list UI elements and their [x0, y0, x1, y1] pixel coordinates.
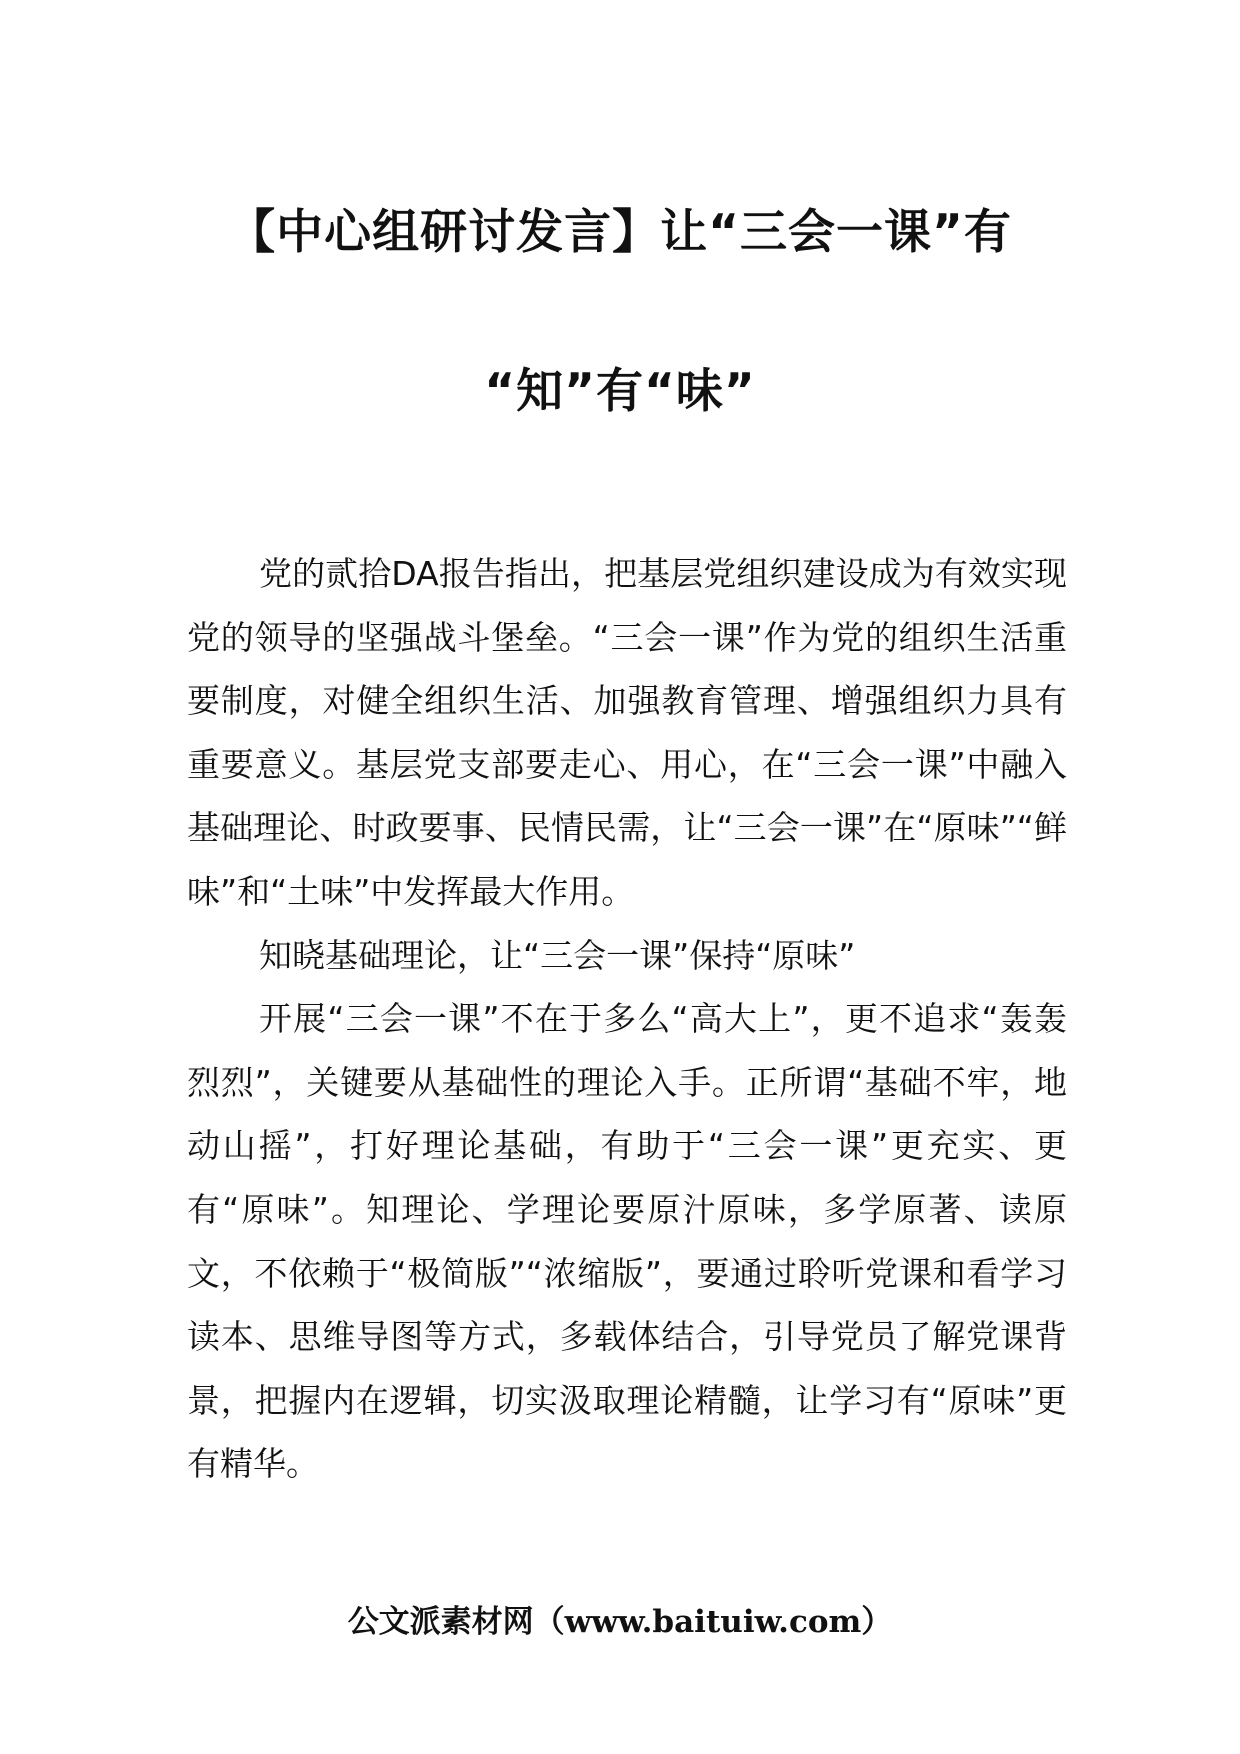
body-paragraph-intro: 党的贰拾DA报告指出，把基层党组织建设成为有效实现党的领导的坚强战斗堡垒。“三会一课”作为党的组织生活重要制度，对健全组织生活、加强教育管理、增强组织力具有重要意义。基层党支部要走心、用心，在“三会一课”中融入基础理论、时政要事、民情民需，让“三会一课”在“原味”“鲜味”和“土味”中发挥最大作用。 [187, 554, 1067, 911]
document-title-line-2: “知”有“味” [484, 364, 756, 419]
section-heading: 知晓基础理论，让“三会一课”保持“原味” [259, 935, 856, 975]
page-footer-source: 公文派素材网（www.baituiw.com） [347, 1604, 893, 1640]
body-paragraph-section: 开展“三会一课”不在于多么“高大上”，更不追求“轰轰烈烈”，关键要从基础性的理论入手。正所谓“基础不牢，地动山摇”，打好理论基础，有助于“三会一课”更充实、更有“原味”。知理论、学理论要原汁原味，多学原著、读原文，不依赖于“极简版”“浓缩版”，要通过聆听党课和看学习读本、思维导图等方式，多载体结合，引导党员了解党课背景，把握内在逻辑，切实汲取理论精髓，让学习有“原味”更有精华。 [187, 999, 1067, 1484]
document-title-line-1: 【中心组研讨发言】让“三会一课”有 [228, 205, 1012, 260]
document-body [187, 542, 1067, 1496]
